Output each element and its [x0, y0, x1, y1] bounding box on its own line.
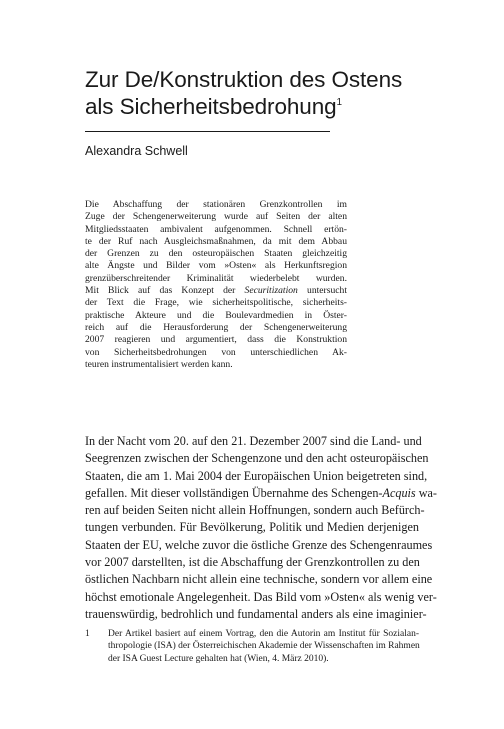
abstract-line: grenzüberschreitender Kriminalität wiederbelebt wurden.	[85, 272, 347, 284]
body-line: trauenswürdig, bedrohlich und fundamental anders als eine imaginier-	[85, 606, 427, 621]
body-line: In der Nacht vom 20. auf den 21. Dezember 2007 sind die Land- und	[85, 434, 422, 448]
footnote-line: Der Artikel basiert auf einem Vortrag, den die Autorin am Institut für Sozialan-	[108, 629, 419, 639]
abstract-line: der Text die Frage, wie sicherheitspolitische, sicherheits-	[85, 297, 347, 309]
abstract-line: te der Ruf nach Ausgleichsmaßnahmen, da mit dem Abbau	[85, 235, 347, 247]
body-text	[85, 433, 437, 623]
title-line-2	[85, 93, 425, 120]
title-line-2-text: als Sicherheitsbedrohung	[85, 94, 337, 119]
body-line: vor 2007 darstellten, ist die Abschaffung der Grenzkontrollen zu den	[85, 555, 420, 570]
author-name: Alexandra Schwell	[85, 144, 188, 158]
footnote-line: thropologie (ISA) der Österreichischen Akademie der Wissenschaften im Rahmen	[108, 641, 420, 652]
body-line-4-prefix: gefallen. Mit dieser vollständigen Übernahme des Schengen-	[85, 485, 383, 500]
body-line-4-suffix: wa-	[415, 485, 437, 500]
abstract-line-8-prefix: Mit Blick auf das Konzept der	[85, 285, 236, 297]
body-italic-term: Acquis	[382, 485, 416, 500]
title-footnote-mark: 1	[336, 97, 342, 108]
title-rule	[85, 131, 330, 132]
abstract-line: alte Ängste und Bilder vom »Osten« als Herkunftsregion	[85, 260, 347, 272]
abstract-line: 2007 reagieren und argumentiert, dass die Konstruktion	[85, 334, 347, 346]
abstract-line: Zuge der Schengenerweiterung wurde auf Seiten der alten	[85, 211, 347, 223]
abstract-line: reich auf die Herausforderung der Schengenerweiterung	[85, 321, 347, 333]
body-line: Staaten, die am 1. Mai 2004 der Europäischen Union beigetreten sind,	[85, 468, 428, 483]
body-line: Staaten der EU, welche zuvor die östliche Grenze des Schengenraumes	[85, 537, 433, 552]
body-line: Seegrenzen zwischen der Schengenzone und den acht osteuropäischen	[85, 451, 429, 466]
body-line	[85, 485, 437, 502]
article-title	[85, 66, 425, 120]
abstract-line: von Sicherheitsbedrohungen von unterschiedlichen Ak-	[85, 346, 347, 358]
abstract-line: praktische Akteure und die Boulevardmedien in Öster-	[85, 309, 347, 321]
abstract-line: Mitgliedsstaaten ambivalent aufgenommen. Schnell ertön-	[85, 223, 347, 235]
footnote-line: der ISA Guest Lecture gehalten hat (Wien, 4. März 2010).	[108, 653, 329, 664]
abstract-line: teuren instrumentalisiert werden kann.	[85, 358, 233, 370]
body-line: ren auf beiden Seiten nicht allein Hoffnungen, sondern auch Befürch-	[85, 503, 425, 518]
abstract-line: Die Abschaffung der stationären Grenzkontrollen im	[85, 199, 347, 210]
body-line: tungen verbunden. Für Bevölkerung, Politik und Medien derjenigen	[85, 520, 419, 535]
body-line: höchst emotionale Angelegenheit. Das Bild vom »Osten« als wenig ver-	[85, 589, 437, 604]
abstract-line: der Grenzen zu den osteuropäischen Staaten gleichzeitig	[85, 248, 347, 260]
abstract-line	[85, 285, 347, 297]
title-line-1: Zur De/Konstruktion des Ostens	[85, 67, 403, 92]
footnote-text	[108, 628, 419, 665]
footnote-number: 1	[85, 629, 90, 639]
abstract	[85, 199, 347, 371]
body-line: östlichen Nachbarn nicht allein eine technische, sondern vor allem eine	[85, 572, 433, 587]
abstract-line-8-suffix: untersucht	[307, 285, 347, 297]
abstract-italic-term: Securitization	[244, 285, 298, 297]
